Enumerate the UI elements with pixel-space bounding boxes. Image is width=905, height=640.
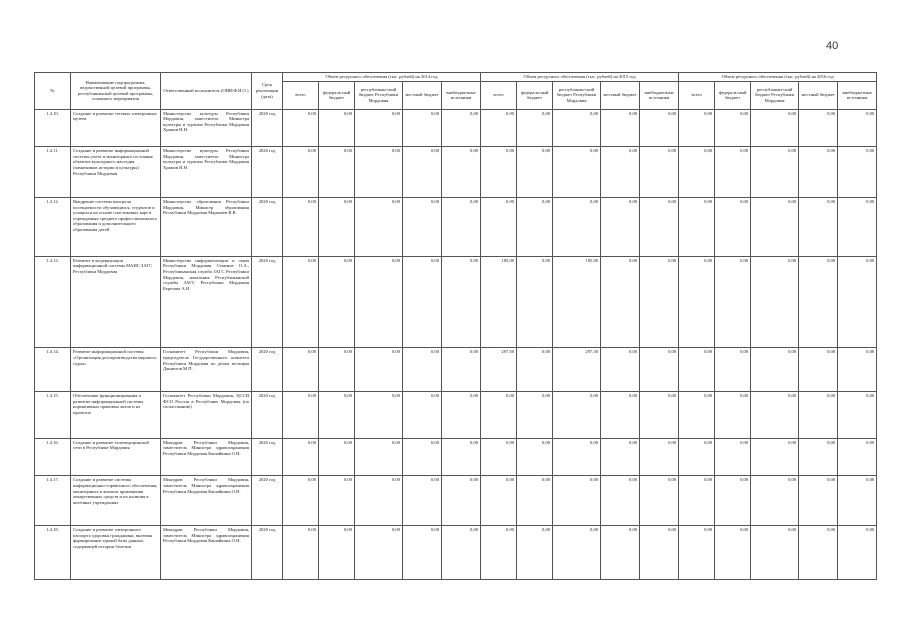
row-value: 0,00 xyxy=(640,348,679,392)
row-value: 0,00 xyxy=(355,197,403,256)
row-value: 0,00 xyxy=(283,256,319,347)
row-value: 0,00 xyxy=(442,476,481,526)
header-group-2015: Объем ресурсного обеспечения (тыс. рублей) на 2015 год xyxy=(481,73,679,82)
row-value: 0,00 xyxy=(640,147,679,198)
row-value: 0,00 xyxy=(838,526,877,580)
row-value: 0,00 xyxy=(355,256,403,347)
row-value: 0,00 xyxy=(355,147,403,198)
row-value: 297,50 xyxy=(553,348,601,392)
row-value: 0,00 xyxy=(679,109,715,147)
row-value: 0,00 xyxy=(679,476,715,526)
row-name: Создание и развитие системы информационно-справочного обеспечения, мониторинга и анализа применения лекарственных средств и их наличия в аптечных учреждениях xyxy=(71,476,161,526)
row-value: 0,00 xyxy=(799,392,838,439)
row-value: 0,00 xyxy=(601,392,640,439)
row-value: 0,00 xyxy=(601,256,640,347)
row-value: 0,00 xyxy=(403,438,442,476)
row-value: 0,00 xyxy=(715,147,751,198)
row-value: 0,00 xyxy=(481,526,517,580)
row-value: 0,00 xyxy=(751,348,799,392)
row-value: 0,00 xyxy=(640,438,679,476)
row-term: 2020 год xyxy=(252,147,283,198)
row-name: Создание и развитие сетевых электронных музеев xyxy=(71,109,161,147)
row-value: 0,00 xyxy=(283,197,319,256)
row-value: 0,00 xyxy=(355,392,403,439)
row-value: 0,00 xyxy=(799,476,838,526)
row-value: 0,00 xyxy=(442,147,481,198)
row-value: 0,00 xyxy=(715,392,751,439)
row-value: 0,00 xyxy=(838,348,877,392)
subheader-total: всего xyxy=(481,81,517,109)
row-value: 0,00 xyxy=(553,392,601,439)
row-value: 185,00 xyxy=(481,256,517,347)
row-value: 0,00 xyxy=(640,197,679,256)
row-name: Создание и развитие телемедицинской сети в Республике Мордовия xyxy=(71,438,161,476)
subheader-local: местный бюджет xyxy=(403,81,442,109)
row-value: 297,50 xyxy=(481,348,517,392)
row-name: Обеспечение функционирования и развитие информационной системы нормативных правовых актов и их проектов xyxy=(71,392,161,439)
subheader-federal: федераль-ный бюджет xyxy=(715,81,751,109)
row-value: 0,00 xyxy=(679,526,715,580)
row-value: 0,00 xyxy=(355,476,403,526)
row-value: 0,00 xyxy=(319,392,355,439)
row-value: 0,00 xyxy=(355,109,403,147)
row-value: 0,00 xyxy=(715,348,751,392)
row-value: 0,00 xyxy=(838,476,877,526)
row-value: 0,00 xyxy=(799,147,838,198)
row-value: 0,00 xyxy=(715,438,751,476)
row-value: 0,00 xyxy=(799,197,838,256)
row-code: 1.4.14. xyxy=(35,348,71,392)
budget-table xyxy=(34,72,877,580)
row-responsible: Минздрав Республики Мордовия, заместитель Министра здравоохранения Республики Мордовия Кашайкина О.Н. xyxy=(161,476,252,526)
row-term: 2020 год xyxy=(252,476,283,526)
table-row xyxy=(35,256,877,347)
row-responsible: Госкомитет Республики Мордовия, ЦССИ ФСО России в Республике Мордовия (по согласованию) xyxy=(161,392,252,439)
row-value: 0,00 xyxy=(799,526,838,580)
row-value: 0,00 xyxy=(283,476,319,526)
header-term: Срок реализации (дата) xyxy=(252,73,283,110)
row-value: 0,00 xyxy=(481,438,517,476)
row-value: 0,00 xyxy=(403,348,442,392)
row-value: 0,00 xyxy=(553,197,601,256)
table-row xyxy=(35,197,877,256)
row-responsible: Госкомитет Республики Мордовия, председатель Государственного комитета Республики Мордовия по делам юстиции Даниелов М.П. xyxy=(161,348,252,392)
row-value: 0,00 xyxy=(601,526,640,580)
row-value: 0,00 xyxy=(751,256,799,347)
row-code: 1.4.18. xyxy=(35,526,71,580)
row-value: 0,00 xyxy=(517,438,553,476)
row-value: 0,00 xyxy=(838,147,877,198)
row-value: 0,00 xyxy=(403,109,442,147)
row-value: 0,00 xyxy=(751,109,799,147)
row-value: 0,00 xyxy=(403,476,442,526)
table-row xyxy=(35,109,877,147)
row-value: 0,00 xyxy=(481,147,517,198)
row-value: 0,00 xyxy=(715,197,751,256)
table-row xyxy=(35,526,877,580)
table-body xyxy=(35,109,877,579)
row-value: 0,00 xyxy=(799,348,838,392)
row-value: 0,00 xyxy=(799,438,838,476)
header-responsible: Ответственный исполнитель (ОИВ/Ф.И.О.) xyxy=(161,73,252,110)
table-header xyxy=(35,73,877,110)
row-code: 1.4.17. xyxy=(35,476,71,526)
subheader-extra: внебюджетные источники xyxy=(442,81,481,109)
row-value: 0,00 xyxy=(517,348,553,392)
row-value: 0,00 xyxy=(319,476,355,526)
row-value: 0,00 xyxy=(517,147,553,198)
row-responsible: Министерство образования Республики Мордовия, Министр образования Республики Мордовия Маркачев В.В. xyxy=(161,197,252,256)
row-value: 0,00 xyxy=(553,438,601,476)
row-value: 0,00 xyxy=(403,256,442,347)
subheader-local: местный бюджет xyxy=(601,81,640,109)
row-value: 0,00 xyxy=(751,438,799,476)
row-value: 0,00 xyxy=(715,109,751,147)
row-value: 0,00 xyxy=(319,348,355,392)
row-value: 0,00 xyxy=(640,526,679,580)
row-value: 0,00 xyxy=(283,348,319,392)
row-value: 0,00 xyxy=(640,392,679,439)
row-code: 1.4.10. xyxy=(35,109,71,147)
row-value: 0,00 xyxy=(283,109,319,147)
row-value: 0,00 xyxy=(403,526,442,580)
row-value: 0,00 xyxy=(715,476,751,526)
row-value: 0,00 xyxy=(679,438,715,476)
header-group-2016: Объем ресурсного обеспечения (тыс. рублей) на 2016 год xyxy=(679,73,877,82)
row-value: 0,00 xyxy=(553,109,601,147)
row-value: 0,00 xyxy=(838,197,877,256)
row-code: 1.4.15. xyxy=(35,392,71,439)
row-value: 0,00 xyxy=(838,109,877,147)
row-value: 0,00 xyxy=(838,256,877,347)
row-value: 0,00 xyxy=(751,392,799,439)
row-value: 0,00 xyxy=(601,476,640,526)
row-value: 185,00 xyxy=(553,256,601,347)
row-value: 0,00 xyxy=(403,197,442,256)
subheader-federal: федераль-ный бюджет xyxy=(319,81,355,109)
row-term: 2020 год xyxy=(252,197,283,256)
row-value: 0,00 xyxy=(442,197,481,256)
row-value: 0,00 xyxy=(517,392,553,439)
row-value: 0,00 xyxy=(283,392,319,439)
row-value: 0,00 xyxy=(601,438,640,476)
row-term: 2020 год xyxy=(252,348,283,392)
row-code: 1.4.13. xyxy=(35,256,71,347)
row-responsible: Министерство информатизации и связи Республики Мордовия Семенов О.А., Республиканская служба ЗАГС Республики Мордовия, начальник Республиканской службы ЗАГС Республики Мордовия Березова А.Н. xyxy=(161,256,252,347)
row-value: 0,00 xyxy=(442,348,481,392)
row-value: 0,00 xyxy=(283,438,319,476)
table-row xyxy=(35,147,877,198)
row-term: 2020 год xyxy=(252,438,283,476)
row-value: 0,00 xyxy=(442,256,481,347)
row-value: 0,00 xyxy=(679,147,715,198)
subheader-republic: республикан-ский бюджет Республики Мордовия xyxy=(751,81,799,109)
row-value: 0,00 xyxy=(679,392,715,439)
row-value: 0,00 xyxy=(640,256,679,347)
row-value: 0,00 xyxy=(442,109,481,147)
row-value: 0,00 xyxy=(481,476,517,526)
row-value: 0,00 xyxy=(355,526,403,580)
row-value: 0,00 xyxy=(751,526,799,580)
row-value: 0,00 xyxy=(355,438,403,476)
page-number: 40 xyxy=(826,40,839,52)
subheader-extra: внебюджетные источники xyxy=(640,81,679,109)
row-value: 0,00 xyxy=(319,526,355,580)
row-value: 0,00 xyxy=(517,256,553,347)
table-row xyxy=(35,392,877,439)
row-value: 0,00 xyxy=(679,197,715,256)
table-row xyxy=(35,476,877,526)
subheader-local: местный бюджет xyxy=(799,81,838,109)
subheader-federal: федераль-ный бюджет xyxy=(517,81,553,109)
row-value: 0,00 xyxy=(799,256,838,347)
row-value: 0,00 xyxy=(319,109,355,147)
row-value: 0,00 xyxy=(319,147,355,198)
row-name: Создание и развитие электронного паспорта здоровья гражданина, включая формирование единой базы данных, содержащей истории болезни xyxy=(71,526,161,580)
row-term: 2020 год xyxy=(252,109,283,147)
row-value: 0,00 xyxy=(481,197,517,256)
row-name: Развитие информационной системы «Организация делопроизводства мирового судьи» xyxy=(71,348,161,392)
row-name: Создание и развитие информационной системы учета и мониторинга состояния объектов культурного наследия (памятников истории и культуры) Республики Мордовия xyxy=(71,147,161,198)
row-responsible: Минздрав Республики Мордовия, заместитель Министра здравоохранения Республики Мордовия Кашайкина О.Н. xyxy=(161,438,252,476)
subheader-extra: внебюджетные источники xyxy=(838,81,877,109)
row-value: 0,00 xyxy=(403,147,442,198)
subheader-total: всего xyxy=(679,81,715,109)
row-value: 0,00 xyxy=(442,438,481,476)
row-value: 0,00 xyxy=(751,197,799,256)
row-value: 0,00 xyxy=(319,256,355,347)
row-value: 0,00 xyxy=(553,526,601,580)
row-value: 0,00 xyxy=(601,147,640,198)
header-name: Наименование подпрограммы, ведомственной целевой программы, республиканской целевой программы, основного мероприятия xyxy=(71,73,161,110)
row-value: 0,00 xyxy=(481,392,517,439)
header-group-2014: Объем ресурсного обеспечения (тыс. рублей) на 2014 год xyxy=(283,73,481,82)
row-term: 2020 год xyxy=(252,526,283,580)
row-value: 0,00 xyxy=(838,438,877,476)
row-code: 1.4.11. xyxy=(35,147,71,198)
row-name: Развитие и модернизация информационной системы МАИС ЗАГС Республики Мордовия xyxy=(71,256,161,347)
row-value: 0,00 xyxy=(679,348,715,392)
row-value: 0,00 xyxy=(640,109,679,147)
row-value: 0,00 xyxy=(442,526,481,580)
row-value: 0,00 xyxy=(553,476,601,526)
row-value: 0,00 xyxy=(403,392,442,439)
row-value: 0,00 xyxy=(517,109,553,147)
row-value: 0,00 xyxy=(601,348,640,392)
row-value: 0,00 xyxy=(319,197,355,256)
row-code: 1.4.12. xyxy=(35,197,71,256)
subheader-republic: республикан-ский бюджет Республики Мордовия xyxy=(355,81,403,109)
row-value: 0,00 xyxy=(640,476,679,526)
row-value: 0,00 xyxy=(517,476,553,526)
row-term: 2020 год xyxy=(252,392,283,439)
table-row xyxy=(35,438,877,476)
row-value: 0,00 xyxy=(838,392,877,439)
row-value: 0,00 xyxy=(517,526,553,580)
row-value: 0,00 xyxy=(679,256,715,347)
row-value: 0,00 xyxy=(715,256,751,347)
row-name: Внедрение системы контроля посещаемости обучающихся, студентов и учащихся на основе пластиковых карт в учреждениях среднего профессионального образования и дополнительного образования детей xyxy=(71,197,161,256)
row-responsible: Министерство культуры Республики Мордовия, заместитель Министра культуры и туризма Республики Мордовия Храмов И.Н. xyxy=(161,147,252,198)
row-responsible: Минздрав Республики Мордовия, заместитель Министра здравоохранения Республики Мордовия Кашайкина О.Н. xyxy=(161,526,252,580)
table-row xyxy=(35,348,877,392)
row-value: 0,00 xyxy=(283,526,319,580)
row-value: 0,00 xyxy=(283,147,319,198)
row-code: 1.4.16. xyxy=(35,438,71,476)
row-value: 0,00 xyxy=(481,109,517,147)
row-value: 0,00 xyxy=(751,476,799,526)
subheader-total: всего xyxy=(283,81,319,109)
row-responsible: Министерство культуры Республики Мордовия, заместитель Министра культуры и туризма Республики Мордовия Храмов И.Н. xyxy=(161,109,252,147)
row-value: 0,00 xyxy=(751,147,799,198)
row-value: 0,00 xyxy=(517,197,553,256)
row-value: 0,00 xyxy=(442,392,481,439)
row-value: 0,00 xyxy=(601,197,640,256)
row-value: 0,00 xyxy=(553,147,601,198)
subheader-republic: республикан-ский бюджет Республики Мордовия xyxy=(553,81,601,109)
row-term: 2020 год xyxy=(252,256,283,347)
row-value: 0,00 xyxy=(799,109,838,147)
header-number: № xyxy=(35,73,71,110)
row-value: 0,00 xyxy=(355,348,403,392)
row-value: 0,00 xyxy=(601,109,640,147)
row-value: 0,00 xyxy=(715,526,751,580)
row-value: 0,00 xyxy=(319,438,355,476)
